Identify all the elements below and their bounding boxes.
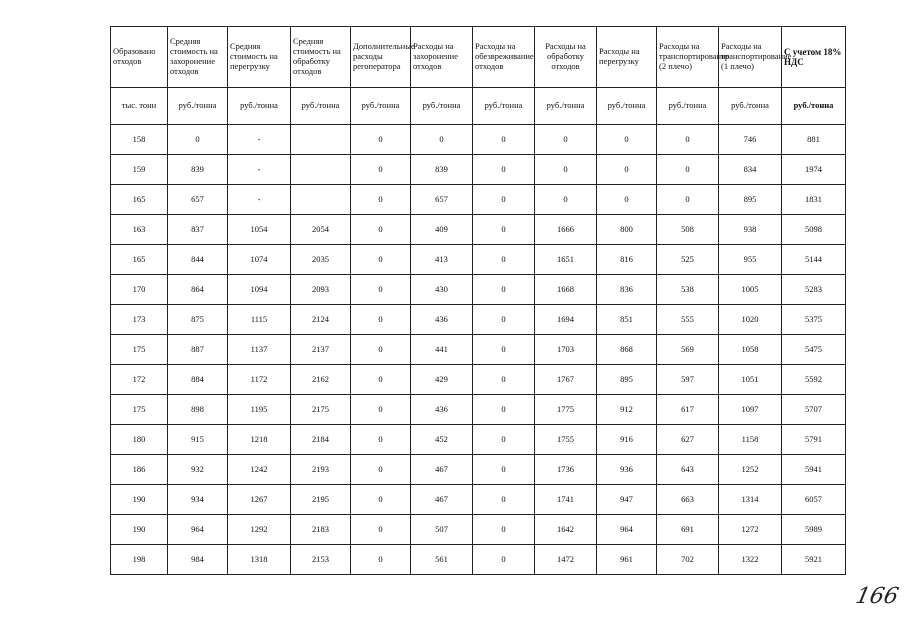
table-cell: 0	[351, 425, 411, 455]
table-cell: 0	[351, 125, 411, 155]
column-header: Расходы на обезвреживание отходов	[473, 27, 535, 88]
table-cell: 5475	[782, 335, 846, 365]
table-cell: 702	[657, 545, 719, 575]
table-row	[111, 305, 846, 335]
table-cell: 165	[111, 185, 168, 215]
table-cell: 0	[535, 155, 597, 185]
table-cell: 5941	[782, 455, 846, 485]
table-cell: 1642	[535, 515, 597, 545]
table-cell: 436	[411, 305, 473, 335]
table-cell: 180	[111, 425, 168, 455]
unit-cell: руб./тонна	[535, 88, 597, 125]
table-cell: 452	[411, 425, 473, 455]
table-row	[111, 185, 846, 215]
unit-cell: руб./тонна	[657, 88, 719, 125]
table-cell: 1267	[228, 485, 291, 515]
table-cell	[291, 125, 351, 155]
table-cell: 2184	[291, 425, 351, 455]
table-cell: 915	[168, 425, 228, 455]
table-cell: 0	[473, 125, 535, 155]
table-cell: 617	[657, 395, 719, 425]
table-cell: 0	[535, 185, 597, 215]
table-cell: 159	[111, 155, 168, 185]
unit-cell: руб./тонна	[719, 88, 782, 125]
table-cell: 881	[782, 125, 846, 155]
table-cell: 964	[597, 515, 657, 545]
table-cell: 1074	[228, 245, 291, 275]
table-cell: 0	[351, 515, 411, 545]
table-cell: 2093	[291, 275, 351, 305]
table-cell: 467	[411, 455, 473, 485]
table-cell: 0	[473, 245, 535, 275]
table-cell: 2195	[291, 485, 351, 515]
table-cell: 436	[411, 395, 473, 425]
table-cell: 508	[657, 215, 719, 245]
table-cell: 1314	[719, 485, 782, 515]
table-cell: 0	[168, 125, 228, 155]
table-cell: 836	[597, 275, 657, 305]
table-cell: 5592	[782, 365, 846, 395]
table-cell: 0	[473, 545, 535, 575]
table-cell: 2175	[291, 395, 351, 425]
table-cell: 2137	[291, 335, 351, 365]
table-cell	[291, 185, 351, 215]
table-cell: 525	[657, 245, 719, 275]
table-cell: 0	[351, 245, 411, 275]
table-cell: 0	[351, 335, 411, 365]
column-header: Средняя стоимость на перегрузку	[228, 27, 291, 88]
table-cell: 507	[411, 515, 473, 545]
table-cell: 1097	[719, 395, 782, 425]
table-cell: 0	[351, 155, 411, 185]
table-cell: 2183	[291, 515, 351, 545]
table-cell: 851	[597, 305, 657, 335]
units-row	[111, 88, 846, 125]
tariff-table	[110, 26, 846, 575]
table-row	[111, 155, 846, 185]
table-cell: -	[228, 185, 291, 215]
table-cell: 1115	[228, 305, 291, 335]
table-cell: 1058	[719, 335, 782, 365]
table-cell: 898	[168, 395, 228, 425]
table-cell: 0	[473, 275, 535, 305]
table-cell: 0	[473, 485, 535, 515]
table-cell: 2035	[291, 245, 351, 275]
table-cell: 947	[597, 485, 657, 515]
table-cell: 691	[657, 515, 719, 545]
column-header: Расходы на захоронение отходов	[411, 27, 473, 88]
table-cell: 5375	[782, 305, 846, 335]
table-body	[111, 125, 846, 575]
table-cell: 1974	[782, 155, 846, 185]
table-cell: 0	[657, 185, 719, 215]
table-row	[111, 485, 846, 515]
table-cell: 186	[111, 455, 168, 485]
table-cell: 1318	[228, 545, 291, 575]
table-cell: 0	[351, 455, 411, 485]
column-header: С учетом 18% НДС	[782, 27, 846, 88]
table-cell: 0	[473, 215, 535, 245]
table-cell: 1322	[719, 545, 782, 575]
table-cell: 0	[657, 155, 719, 185]
table-cell: 1137	[228, 335, 291, 365]
table-cell: 0	[473, 305, 535, 335]
column-header: Средняя стоимость на захоронение отходов	[168, 27, 228, 88]
table-cell: 175	[111, 395, 168, 425]
column-header: Расходы на перегрузку	[597, 27, 657, 88]
table-cell: 916	[597, 425, 657, 455]
table-cell: 2162	[291, 365, 351, 395]
table-cell: 1252	[719, 455, 782, 485]
column-header: Расходы на обработку отходов	[535, 27, 597, 88]
table-cell: 0	[351, 215, 411, 245]
table-cell: 1158	[719, 425, 782, 455]
column-header: Образовано отходов	[111, 27, 168, 88]
page-number: 166	[853, 584, 901, 609]
table-cell: 0	[535, 125, 597, 155]
table-row	[111, 335, 846, 365]
table-cell: 175	[111, 335, 168, 365]
table-cell: 834	[719, 155, 782, 185]
table-cell: 0	[473, 335, 535, 365]
unit-cell: тыс. тонн	[111, 88, 168, 125]
table-cell: 1172	[228, 365, 291, 395]
table-row	[111, 515, 846, 545]
table-cell: 1242	[228, 455, 291, 485]
table-cell: 5144	[782, 245, 846, 275]
table-cell: 555	[657, 305, 719, 335]
table-cell: 663	[657, 485, 719, 515]
table-row	[111, 365, 846, 395]
table-cell: 1094	[228, 275, 291, 305]
table-cell: 5707	[782, 395, 846, 425]
table-row	[111, 125, 846, 155]
table-cell: 657	[411, 185, 473, 215]
table-row	[111, 545, 846, 575]
table-cell: 895	[597, 365, 657, 395]
unit-cell: руб./тонна	[473, 88, 535, 125]
table-cell: 198	[111, 545, 168, 575]
table-cell: 430	[411, 275, 473, 305]
table-row	[111, 245, 846, 275]
table-cell: 0	[473, 395, 535, 425]
table-cell: 1694	[535, 305, 597, 335]
table-cell: 936	[597, 455, 657, 485]
table-cell: 409	[411, 215, 473, 245]
table-cell: 2193	[291, 455, 351, 485]
table-cell: 467	[411, 485, 473, 515]
table-cell: 0	[351, 365, 411, 395]
table-cell: 2054	[291, 215, 351, 245]
column-header: Дополнительные расходы регоператора	[351, 27, 411, 88]
table-cell: 0	[597, 155, 657, 185]
table-cell: 0	[411, 125, 473, 155]
table-cell: 839	[411, 155, 473, 185]
table-row	[111, 395, 846, 425]
table-cell: 6057	[782, 485, 846, 515]
table-cell: 1831	[782, 185, 846, 215]
table-cell: 1272	[719, 515, 782, 545]
table-cell: 569	[657, 335, 719, 365]
table-cell: 961	[597, 545, 657, 575]
table-cell: 800	[597, 215, 657, 245]
table-cell: 1054	[228, 215, 291, 245]
table-cell: 2124	[291, 305, 351, 335]
table-cell: 837	[168, 215, 228, 245]
table-cell: 5283	[782, 275, 846, 305]
unit-cell: руб./тонна	[228, 88, 291, 125]
table-cell: 938	[719, 215, 782, 245]
table-cell: 844	[168, 245, 228, 275]
table-cell: 2153	[291, 545, 351, 575]
table-cell: 163	[111, 215, 168, 245]
unit-cell: руб./тонна	[411, 88, 473, 125]
table-cell: 816	[597, 245, 657, 275]
table-cell: 964	[168, 515, 228, 545]
table-cell: 5921	[782, 545, 846, 575]
table-cell: 0	[351, 395, 411, 425]
table-cell: 1292	[228, 515, 291, 545]
table-row	[111, 215, 846, 245]
table-cell: 1703	[535, 335, 597, 365]
table-cell: 746	[719, 125, 782, 155]
table-cell: 912	[597, 395, 657, 425]
table-cell: 190	[111, 485, 168, 515]
table-cell: 561	[411, 545, 473, 575]
table-cell: 895	[719, 185, 782, 215]
table-cell: 0	[351, 545, 411, 575]
table-cell: 0	[473, 365, 535, 395]
unit-cell: руб./тонна	[291, 88, 351, 125]
table-cell: 429	[411, 365, 473, 395]
table-cell: 1651	[535, 245, 597, 275]
table-cell: 839	[168, 155, 228, 185]
table-cell: 1755	[535, 425, 597, 455]
table-cell: 627	[657, 425, 719, 455]
table-cell: 5098	[782, 215, 846, 245]
table-cell: 0	[473, 455, 535, 485]
table-cell: 1005	[719, 275, 782, 305]
table-cell: 1195	[228, 395, 291, 425]
table-cell: 413	[411, 245, 473, 275]
table-cell: 868	[597, 335, 657, 365]
table-cell: 934	[168, 485, 228, 515]
table-cell: 0	[351, 485, 411, 515]
table-cell: 1472	[535, 545, 597, 575]
table-cell: 5791	[782, 425, 846, 455]
table-cell: 1666	[535, 215, 597, 245]
unit-cell: руб./тонна	[168, 88, 228, 125]
column-header: Расходы на транспортирование (2 плечо)	[657, 27, 719, 88]
table-cell: 1218	[228, 425, 291, 455]
header-row	[111, 27, 846, 88]
table-cell: 887	[168, 335, 228, 365]
table-cell: 0	[473, 185, 535, 215]
table-cell: 984	[168, 545, 228, 575]
table-cell: 1051	[719, 365, 782, 395]
table-row	[111, 275, 846, 305]
unit-cell: руб./тонна	[351, 88, 411, 125]
table-cell: 932	[168, 455, 228, 485]
table-cell: 5989	[782, 515, 846, 545]
unit-cell: руб./тонна	[782, 88, 846, 125]
table-cell: 1775	[535, 395, 597, 425]
table-cell: 0	[473, 515, 535, 545]
table-cell: 0	[597, 185, 657, 215]
table-cell: 1020	[719, 305, 782, 335]
table-cell: 657	[168, 185, 228, 215]
table-cell: 0	[473, 155, 535, 185]
table-cell: 864	[168, 275, 228, 305]
table-row	[111, 455, 846, 485]
table-cell: 173	[111, 305, 168, 335]
column-header: Расходы на транспортирование (1 плечо)	[719, 27, 782, 88]
table-cell: 538	[657, 275, 719, 305]
table-cell: -	[228, 125, 291, 155]
table-cell: 0	[351, 185, 411, 215]
table-cell: 158	[111, 125, 168, 155]
table-cell: 875	[168, 305, 228, 335]
table-cell: 643	[657, 455, 719, 485]
table-cell: 165	[111, 245, 168, 275]
table-cell	[291, 155, 351, 185]
table-cell: 172	[111, 365, 168, 395]
table-cell: 0	[473, 425, 535, 455]
column-header: Средняя стоимость на обработку отходов	[291, 27, 351, 88]
table-cell: 441	[411, 335, 473, 365]
table-cell: 0	[657, 125, 719, 155]
table-cell: 0	[597, 125, 657, 155]
unit-cell: руб./тонна	[597, 88, 657, 125]
table-cell: 0	[351, 275, 411, 305]
table-cell: -	[228, 155, 291, 185]
table-cell: 884	[168, 365, 228, 395]
table-cell: 190	[111, 515, 168, 545]
table-cell: 170	[111, 275, 168, 305]
table-cell: 1736	[535, 455, 597, 485]
table-row	[111, 425, 846, 455]
table-cell: 1668	[535, 275, 597, 305]
table-cell: 955	[719, 245, 782, 275]
table-cell: 0	[351, 305, 411, 335]
table-cell: 597	[657, 365, 719, 395]
table-cell: 1767	[535, 365, 597, 395]
table-cell: 1741	[535, 485, 597, 515]
